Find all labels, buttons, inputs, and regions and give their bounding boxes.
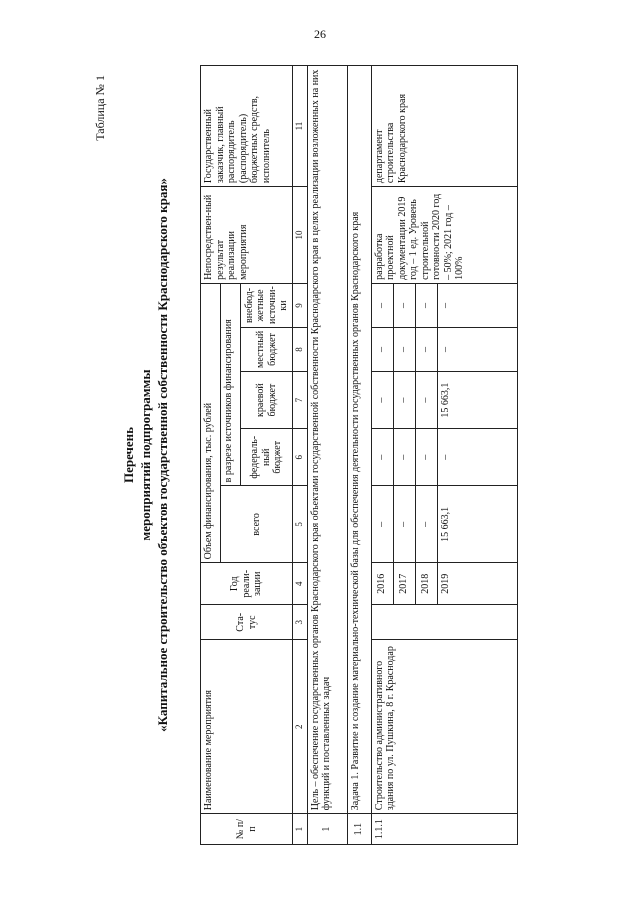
year-cell: 2016 xyxy=(371,563,393,605)
local-cell: – xyxy=(371,327,393,371)
column-number: 1 xyxy=(293,814,308,845)
header-federal: федераль-ный бюджет xyxy=(241,429,293,486)
column-number: 11 xyxy=(293,66,308,187)
header-regional: краевой бюджет xyxy=(241,371,293,428)
column-number: 9 xyxy=(293,283,308,327)
regional-cell: – xyxy=(393,371,415,428)
header-name: Наименование мероприятия xyxy=(201,640,293,814)
activity-result: разработка проектной документации 2019 год – 1 ед. Уровень строительной готовности 2020 год – 50%; 2021 год – 100% xyxy=(371,187,517,284)
table-label: Таблица № 1 xyxy=(93,75,107,141)
goal-text: Цель – обеспечение государственных органов Краснодарского края объектами государственной собственности Краснодарского края в целях реализации возложенных на них функций и поставленных задач xyxy=(307,66,347,814)
extra-cell: – xyxy=(393,283,415,327)
header-funding: Объем финансирования, тыс. рублей xyxy=(201,283,221,562)
federal-cell: – xyxy=(437,429,517,486)
header-year: Год реали-зации xyxy=(201,563,293,605)
column-number: 4 xyxy=(293,563,308,605)
column-number: 7 xyxy=(293,371,308,428)
column-number: 8 xyxy=(293,327,308,371)
activity-name: Строительство административного здания по ул. Пушкина, 8 г. Краснодар xyxy=(371,640,517,814)
year-cell: 2017 xyxy=(393,563,415,605)
column-number: 5 xyxy=(293,486,308,563)
task-num: 1.1 xyxy=(347,814,371,845)
year-cell: 2019 xyxy=(437,563,517,605)
header-customer: Государственный заказчик, главный распорядитель (распорядитель) бюджетных средств, исполнитель xyxy=(201,66,293,187)
page-number: 26 xyxy=(314,27,326,41)
extra-cell: – xyxy=(371,283,393,327)
activity-row xyxy=(371,66,393,845)
total-cell: – xyxy=(371,486,393,563)
extra-cell: – xyxy=(437,283,517,327)
header-sources: в разрезе источников финансирования xyxy=(221,283,241,485)
goal-row xyxy=(307,66,347,845)
total-cell: – xyxy=(393,486,415,563)
column-number: 3 xyxy=(293,605,308,640)
federal-cell: – xyxy=(415,429,437,486)
document-title xyxy=(120,65,171,845)
title-line-1: Перечень xyxy=(121,426,136,484)
header-extra: внебюд-жетные источни-ки xyxy=(241,283,293,327)
header-status: Ста-тус xyxy=(201,605,293,640)
regional-cell: – xyxy=(415,371,437,428)
total-cell: 15 663,1 xyxy=(437,486,517,563)
federal-cell: – xyxy=(371,429,393,486)
regional-cell: – xyxy=(371,371,393,428)
column-number: 6 xyxy=(293,429,308,486)
activity-customer: департамент строительства Краснодарского края xyxy=(371,66,517,187)
rotated-page-content xyxy=(80,65,555,845)
header-total: всего xyxy=(221,486,293,563)
task-text: Задача 1. Развитие и создание материально-технической базы для обеспечения деятельности государственных органов Краснодарского края xyxy=(347,66,371,814)
extra-cell: – xyxy=(415,283,437,327)
activity-num: 1.1.1 xyxy=(371,814,517,845)
column-number: 10 xyxy=(293,187,308,284)
total-cell: – xyxy=(415,486,437,563)
activities-table xyxy=(200,65,518,845)
regional-cell: 15 663,1 xyxy=(437,371,517,428)
local-cell: – xyxy=(393,327,415,371)
federal-cell: – xyxy=(393,429,415,486)
local-cell: – xyxy=(437,327,517,371)
column-numbers-row xyxy=(293,66,308,845)
goal-num: 1 xyxy=(307,814,347,845)
header-num: № п/п xyxy=(201,814,293,845)
header-result: Непосредствен-ный результат реализации мероприятия xyxy=(201,187,293,284)
column-number: 2 xyxy=(293,640,308,814)
title-line-2: мероприятий подпрограммы xyxy=(138,369,153,541)
activity-status xyxy=(371,605,517,640)
year-cell: 2018 xyxy=(415,563,437,605)
title-line-3: «Капитальное строительство объектов государственной собственности Краснодарского края» xyxy=(155,178,170,732)
local-cell: – xyxy=(415,327,437,371)
header-local: местный бюджет xyxy=(241,327,293,371)
task-row xyxy=(347,66,371,845)
